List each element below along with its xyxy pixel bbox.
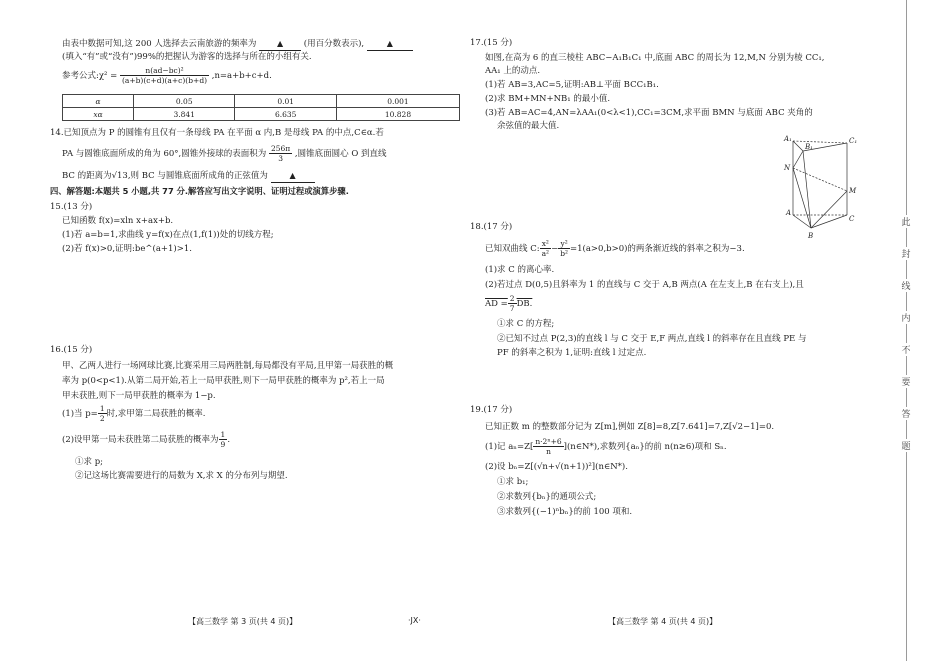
q19-line1: 已知正数 m 的整数部分记为 Z[m],例如 Z[8]=8,Z[7.641]=7,Z[√2−1]=0. bbox=[485, 422, 775, 432]
footer-code: ·JX· bbox=[408, 616, 421, 625]
q14-line3: BC 的距离为√13,则 BC 与圆锥底面所成角的正弦值为 ▲ bbox=[62, 170, 315, 183]
q18-heading: 18.(17 分) bbox=[470, 222, 513, 232]
side-char: 要 bbox=[896, 375, 916, 388]
footer-page-4: 【高三数学 第 4 页(共 4 页)】 bbox=[608, 617, 718, 626]
side-char: 内 bbox=[896, 311, 916, 324]
label-B: B bbox=[808, 232, 814, 240]
footer-page-3: 【高三数学 第 3 页(共 4 页)】 bbox=[188, 617, 298, 626]
q18-vector-condition: AD = $\frac{2}{7}$ DB. bbox=[485, 294, 533, 313]
q19-subpart1: ①求 b₁; bbox=[497, 477, 529, 487]
q19-part1: (1)记 aₙ=Z[ $\frac{\text{n·2ⁿ+6}}{n}$ ](n∈N*),求数列{aₙ}的前 n(n≥6)项和 Sₙ. bbox=[485, 437, 727, 456]
q17-heading: 17.(15 分) bbox=[470, 38, 513, 48]
q16-part2: (2)设甲第一局未获胜第二局获胜的概率为 $\frac{1}{9}$ . bbox=[62, 430, 231, 449]
label-C1: C₁ bbox=[849, 137, 858, 145]
q16-heading: 16.(15 分) bbox=[50, 345, 93, 355]
prism-figure bbox=[775, 133, 865, 243]
side-char: 线 bbox=[896, 279, 916, 292]
q19-subpart3: ③求数列{(−1)ⁿbₙ}的前 100 项和. bbox=[497, 507, 633, 517]
q18-part1: (1)求 C 的离心率. bbox=[485, 265, 555, 275]
label-M: M bbox=[849, 187, 857, 195]
q16-line3: 甲未获胜,则下一局甲获胜的概率为 1−p. bbox=[62, 391, 216, 401]
section-four-heading: 四、解答题:本题共 5 小题,共 77 分.解答应写出文字说明、证明过程或演算步骤. bbox=[50, 186, 349, 196]
side-char: 封 bbox=[896, 247, 916, 260]
table-row: xα 3.841 6.635 10.828 bbox=[63, 108, 460, 121]
q18-subpart1: ①求 C 的方程; bbox=[497, 319, 555, 329]
label-A: A bbox=[786, 209, 792, 217]
side-char: 此 bbox=[896, 215, 916, 228]
q19-heading: 19.(17 分) bbox=[470, 405, 513, 415]
q14-line1: 14.已知顶点为 P 的圆锥有且仅有一条母线 PA 在平面 α 内,B 是母线 PA 的中点,C∈α.若 bbox=[50, 128, 384, 138]
q19-part2: (2)设 bₙ=Z[(√n+√(n+1))²](n∈N*). bbox=[485, 462, 628, 472]
critical-value-table bbox=[62, 94, 460, 121]
q16-line1: 甲、乙两人进行一场网球比赛,比赛采用三局两胜制,每局都没有平局,且甲第一局获胜的概 bbox=[62, 361, 394, 371]
side-char: 不 bbox=[896, 343, 916, 356]
q17-part3: (3)若 AB=AC=4,AN=λAA₁(0<λ<1),CC₁=3CM,求平面 BMN 与底面 ABC 夹角的 bbox=[485, 108, 813, 118]
q18-subpart2: ②已知不过点 P(2,3)的直线 l 与 C 交于 E,F 两点,直线 l 的斜率存在且直线 PE 与 bbox=[497, 334, 807, 344]
reference-formula: 参考公式:χ² = $\frac{\text{n(ad−bc)²}}{(a+b)(c+d)(a+c)(b+d)}$ ,n=a+b+c+d. bbox=[62, 66, 272, 85]
q16-line2: 率为 p(0<p<1).从第二局开始,若上一局甲获胜,则下一局甲获胜的概率为 p²,若上一局 bbox=[62, 376, 385, 386]
side-char: 答 bbox=[896, 407, 916, 420]
q17-part1: (1)若 AB=3,AC=5,证明:AB⊥平面 BCC₁B₁. bbox=[485, 80, 659, 90]
q15-line1: 已知函数 f(x)=xln x+ax+b. bbox=[62, 216, 174, 226]
answer-blank: ▲ bbox=[367, 38, 413, 51]
q14-line2: PA 与圆锥底面所成的角为 60°,圆锥外接球的表面积为 $\frac{256\pi}{3}$ ,圆锥底面圆心 O 到直线 bbox=[62, 144, 387, 163]
q13-continued-line2: (填入“有”或“没有”)99%的把握认为游客的选择与所在的小组有关. bbox=[62, 52, 312, 62]
binding-line bbox=[906, 0, 907, 661]
q16-subpart1: ①求 p; bbox=[75, 457, 104, 467]
answer-blank: ▲ bbox=[259, 38, 301, 51]
table-row: α 0.05 0.01 0.001 bbox=[63, 95, 460, 108]
label-A1: A₁ bbox=[784, 135, 792, 143]
q13-continued-line1: 由表中数据可知,这 200 人选择去云南旅游的频率为 ▲ (用百分数表示), ▲ bbox=[62, 38, 413, 51]
q17-line1: 如图,在高为 6 的直三棱柱 ABC−A₁B₁C₁ 中,底面 ABC 的周长为 12,M,N 分别为棱 CC₁, bbox=[485, 53, 825, 63]
q16-subpart2: ②记这场比赛需要进行的局数为 X,求 X 的分布列与期望. bbox=[75, 471, 288, 481]
q18-part2: (2)若过点 D(0,5)且斜率为 1 的直线与 C 交于 A,B 两点(A 在左支上,B 在右支上),且 bbox=[485, 280, 804, 290]
q18-subpart2-cont: PF 的斜率之积为 1,证明:直线 l 过定点. bbox=[497, 348, 647, 358]
chi-square-fraction: $\frac{\text{n(ad−bc)²}}{(a+b)(c+d)(a+c)(b+d)}$ bbox=[121, 66, 208, 85]
q15-part2: (2)若 f(x)>0,证明:be^(a+1)>1. bbox=[62, 244, 192, 254]
q19-subpart2: ②求数列{bₙ}的通项公式; bbox=[497, 492, 597, 502]
q15-part1: (1)若 a=b=1,求曲线 y=f(x)在点(1,f(1))处的切线方程; bbox=[62, 230, 274, 240]
q15-heading: 15.(13 分) bbox=[50, 202, 93, 212]
label-B1: B₁ bbox=[805, 143, 813, 151]
q16-part1: (1)当 p= $\frac{1}{2}$ 时,求甲第二局获胜的概率. bbox=[62, 404, 206, 423]
answer-blank: ▲ bbox=[271, 170, 315, 183]
q18-line1: 已知双曲线 C: $\frac{\text{x²}}{\text{a²}}$ − $\frac{\text{y²}}{\text{b²}}$ =1(a>0,b>0)的两条渐近线的斜率之积为−3. bbox=[485, 239, 745, 258]
side-char: 题 bbox=[896, 439, 916, 452]
q17-part2: (2)求 BM+MN+NB₁ 的最小值. bbox=[485, 94, 611, 104]
label-N: N bbox=[784, 164, 791, 172]
q17-line2: AA₁ 上的动点. bbox=[485, 66, 541, 76]
q17-part3-cont: 余弦值的最大值. bbox=[497, 121, 560, 131]
label-C: C bbox=[849, 215, 855, 223]
